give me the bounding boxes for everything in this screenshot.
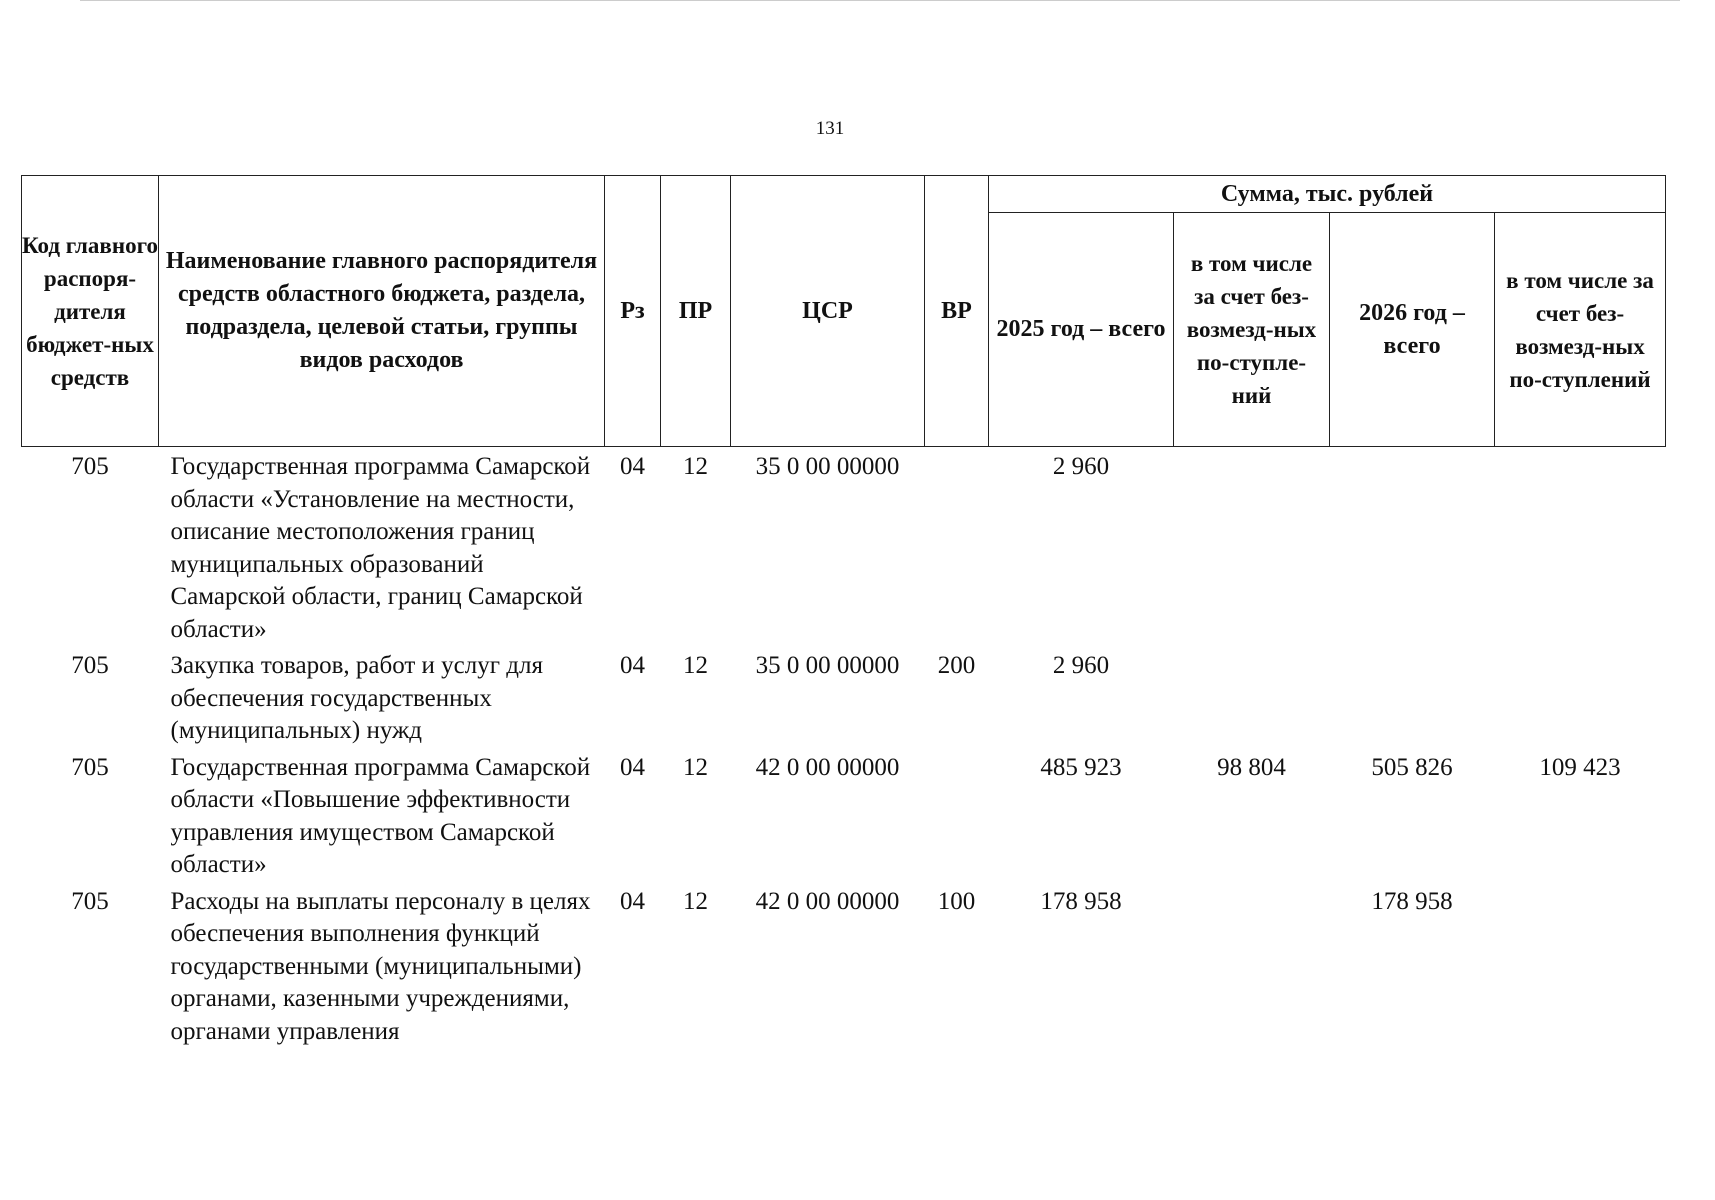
cell-csr: 35 0 00 00000 <box>755 453 900 480</box>
cell-2025-grants <box>1174 882 1330 1049</box>
cell-vr <box>925 748 989 882</box>
cell-2026-grants <box>1495 646 1666 748</box>
cell-2025-grants <box>1174 447 1330 647</box>
cell-rz: 04 <box>620 887 645 915</box>
cell-2026-grants <box>1495 447 1666 647</box>
cell-2026-total <box>1330 646 1495 748</box>
table-row <box>22 748 1666 882</box>
table-header <box>22 176 1666 447</box>
header-csr: ЦСР <box>731 176 925 447</box>
header-rz: Рз <box>605 176 661 447</box>
cell-rz: 04 <box>620 652 645 679</box>
cell-rz: 04 <box>620 453 645 480</box>
cell-code: 705 <box>71 652 109 679</box>
header-2026-grants: в том числе за счет без-возмезд-ных по-ступлений <box>1495 213 1666 447</box>
cell-pr: 12 <box>683 753 708 781</box>
cell-csr: 42 0 00 00000 <box>755 887 900 915</box>
cell-csr: 35 0 00 00000 <box>755 652 900 679</box>
table-row <box>22 882 1666 1049</box>
cell-pr: 12 <box>683 887 708 915</box>
header-name: Наименование главного распорядителя средств областного бюджета, раздела, подраздела, целевой статьи, группы видов расходов <box>159 176 605 447</box>
header-2026-total: 2026 год – всего <box>1330 213 1495 447</box>
cell-2026-grants: 109 423 <box>1539 753 1621 781</box>
cell-2025-total: 2 960 <box>1052 453 1110 480</box>
cell-name: Государственная программа Самарской области «Повышение эффективности управления имуществом Самарской области» <box>170 753 591 878</box>
budget-table <box>21 175 1666 1048</box>
top-rule <box>80 0 1680 1</box>
cell-2025-total: 485 923 <box>1040 753 1122 781</box>
header-pr: ПР <box>661 176 731 447</box>
cell-code: 705 <box>71 887 109 915</box>
header-sum-group: Сумма, тыс. рублей <box>989 176 1666 213</box>
header-code: Код главного распоря-дителя бюджет-ных средств <box>22 176 159 447</box>
table-body <box>22 447 1666 1049</box>
cell-2025-grants: 98 804 <box>1217 753 1286 781</box>
cell-2026-total: 178 958 <box>1371 887 1453 915</box>
table-row <box>22 646 1666 748</box>
cell-code: 705 <box>71 753 109 781</box>
header-2025-grants: в том числе за счет без-возмезд-ных по-ступле-ний <box>1174 213 1330 447</box>
cell-2025-total: 178 958 <box>1040 887 1122 915</box>
cell-2025-total: 2 960 <box>1052 652 1110 679</box>
table-row <box>22 447 1666 647</box>
cell-2026-total: 505 826 <box>1371 753 1453 781</box>
cell-pr: 12 <box>683 652 708 679</box>
cell-rz: 04 <box>620 753 645 781</box>
cell-2026-grants <box>1495 882 1666 1049</box>
cell-2026-total <box>1330 447 1495 647</box>
cell-name: Расходы на выплаты персоналу в целях обеспечения выполнения функций государственными (муниципальными) органами, казенными учреждениями, органами управления <box>170 887 591 1045</box>
cell-vr: 200 <box>937 652 976 679</box>
page-number: 131 <box>815 118 845 139</box>
cell-code: 705 <box>71 453 109 480</box>
header-vr: ВР <box>925 176 989 447</box>
header-2025-total: 2025 год – всего <box>989 213 1174 447</box>
cell-csr: 42 0 00 00000 <box>755 753 900 781</box>
cell-pr: 12 <box>683 453 708 480</box>
cell-2025-grants <box>1174 646 1330 748</box>
cell-vr: 100 <box>937 887 976 915</box>
cell-name: Закупка товаров, работ и услуг для обеспечения государственных (муниципальных) нужд <box>170 652 543 744</box>
cell-vr <box>925 447 989 647</box>
cell-name: Государственная программа Самарской области «Установление на местности, описание местоположения границ муниципальных образований Самарской области, границ Самарской области» <box>170 453 591 643</box>
